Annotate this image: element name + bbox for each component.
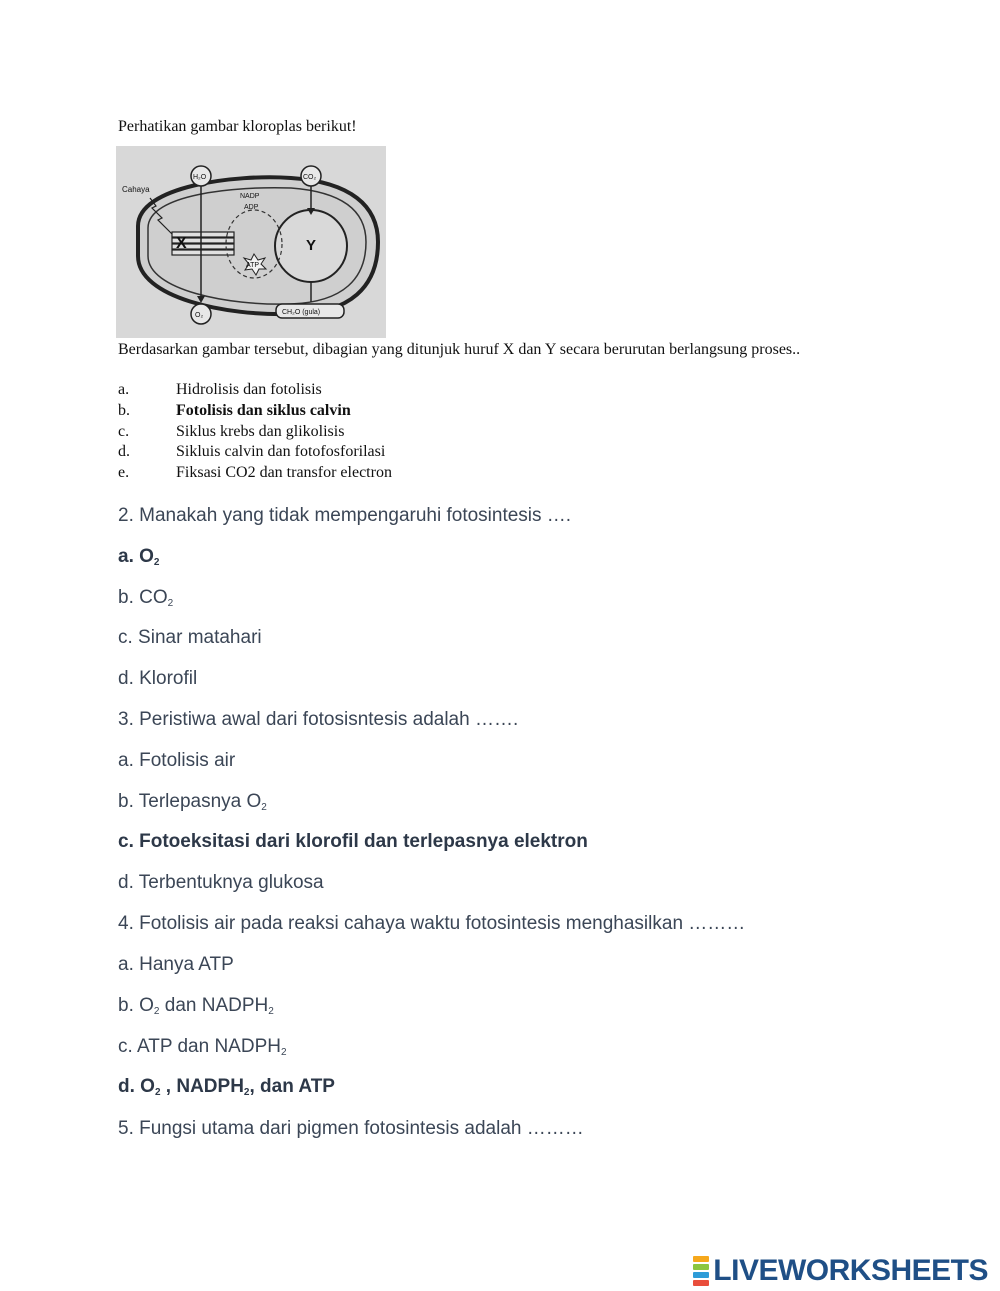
label-adp: ADP — [244, 204, 259, 211]
q3-option-a[interactable]: a. Fotolisis air — [118, 750, 236, 771]
q4-option-c[interactable]: c. ATP dan $NADPH_2$ — [118, 1036, 287, 1058]
liveworksheets-logo[interactable] — [693, 1254, 988, 1288]
q2-option-c[interactable]: c. Sinar matahari — [118, 627, 262, 648]
q1-option-c[interactable]: c. Siklus krebs dan glikolisis — [118, 423, 345, 440]
q1-question: Berdasarkan gambar tersebut, dibagian yang ditunjuk huruf X dan Y secara berurutan berlangsung proses.. — [118, 341, 801, 358]
chloroplast-figure — [116, 146, 386, 338]
q1-option-a[interactable]: a. Hidrolisis dan fotolisis — [118, 381, 322, 398]
q2-option-d[interactable]: d. Klorofil — [118, 668, 198, 689]
label-x: X — [176, 235, 187, 252]
q3-option-b[interactable]: b. Terlepasnya $O_2$ — [118, 791, 267, 813]
q3-question: 3. Peristiwa awal dari fotosisntesis adalah ……. — [118, 709, 519, 730]
logo-blocks-icon — [693, 1256, 709, 1286]
q1-intro: Perhatikan gambar kloroplas berikut! — [118, 118, 357, 135]
q4-option-b[interactable]: b. $O_2$ dan $NADPH_2$ — [118, 995, 274, 1017]
q1-option-b[interactable]: b. Fotolisis dan siklus calvin — [118, 402, 351, 419]
brand-name: LIVEWORKSHEETS — [713, 1254, 988, 1287]
label-co2: CO₂ — [303, 174, 317, 181]
label-nadp: NADP — [240, 193, 260, 200]
q2-option-b[interactable]: b. $CO_2$ — [118, 587, 174, 609]
q4-question: 4. Fotolisis air pada reaksi cahaya waktu fotosintesis menghasilkan ……… — [118, 913, 746, 934]
q5-question: 5. Fungsi utama dari pigmen fotosintesis adalah ……… — [118, 1118, 584, 1139]
q1-option-d[interactable]: d. Sikluis calvin dan fotofosforilasi — [118, 443, 386, 460]
q1-option-e[interactable]: e. Fiksasi CO2 dan transfor electron — [118, 464, 392, 481]
label-y: Y — [306, 237, 317, 254]
label-h2o: H₂O — [193, 174, 207, 181]
label-ch2o: CH₂O (gula) — [282, 309, 321, 316]
q4-option-d[interactable]: d. $O_2$ , $NADPH_2$, dan ATP — [118, 1076, 335, 1098]
label-o2: O₂ — [195, 312, 204, 319]
q3-option-d[interactable]: d. Terbentuknya glukosa — [118, 872, 324, 893]
q2-option-a[interactable]: a. $O_2$ — [118, 546, 160, 568]
q4-option-a[interactable]: a. Hanya ATP — [118, 954, 234, 975]
q2-question: 2. Manakah yang tidak mempengaruhi fotosintesis …. — [118, 505, 572, 526]
label-cahaya: Cahaya — [122, 185, 150, 194]
q3-option-c[interactable]: c. Fotoeksitasi dari klorofil dan terlepasnya elektron — [118, 831, 588, 852]
label-atp: ATP — [246, 262, 260, 269]
